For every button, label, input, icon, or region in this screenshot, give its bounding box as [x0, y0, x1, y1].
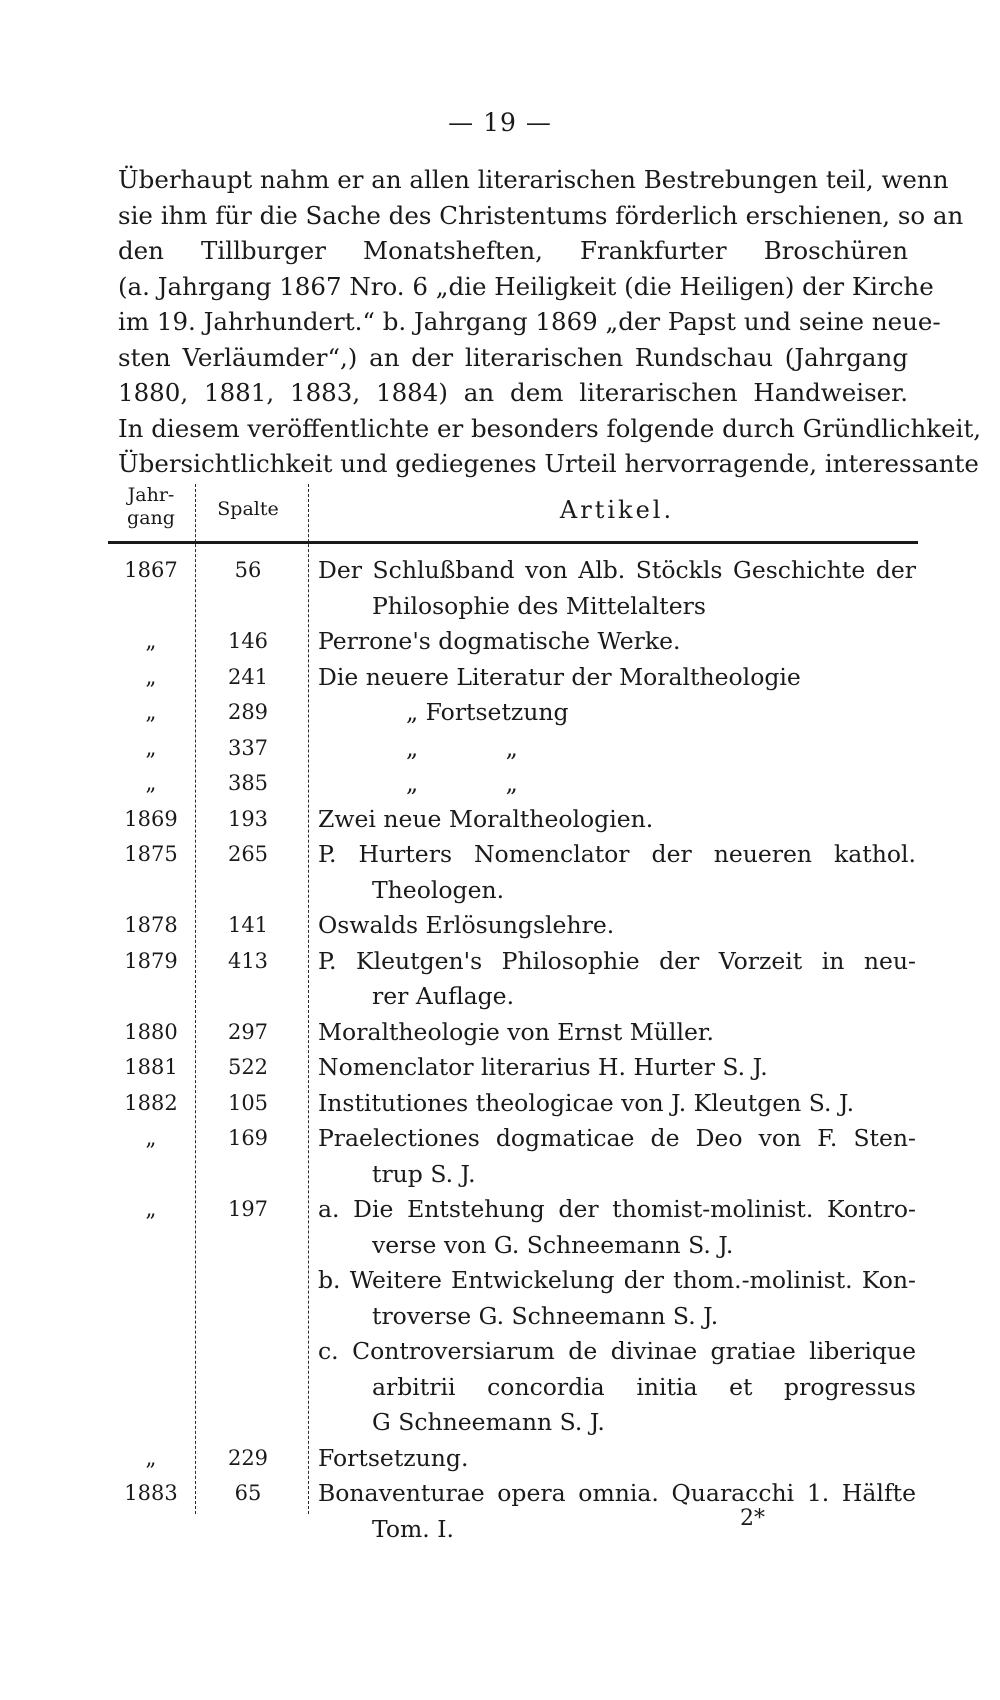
table-row — [0, 1334, 1000, 1370]
article-cell: a. Die Entstehung der thomist-molinist. Kontro- — [318, 1195, 916, 1223]
year-cell: 1880 — [124, 1019, 178, 1044]
column-cell: 146 — [227, 629, 269, 653]
table-header — [0, 484, 1000, 542]
article-cell: P. Kleutgen's Philosophie der Vorzeit in neu- — [318, 946, 916, 975]
intro-line: (a. Jahrgang 1867 Nro. 6 „die Heiligkeit (die Heiligen) der Kirche — [118, 271, 934, 301]
year-cell: „ — [145, 664, 157, 689]
year-cell: „ — [145, 735, 157, 760]
article-cell: P. Hurters Nomenclator der neueren kathol. — [318, 840, 916, 868]
header-column: Spalte — [217, 498, 279, 520]
article-cell: Institutiones theologicae von J. Kleutgen S. J. — [318, 1088, 855, 1117]
article-cell: Zwei neue Moraltheologien. — [318, 804, 654, 833]
column-cell: 241 — [227, 664, 269, 689]
table-row — [0, 944, 1000, 980]
column-cell: 141 — [227, 913, 269, 937]
table-row — [0, 695, 1000, 731]
article-cell: „ Fortsetzung — [406, 698, 569, 726]
year-cell: „ — [145, 1126, 157, 1150]
year-cell: 1883 — [124, 1481, 178, 1505]
table-row — [0, 1263, 1000, 1299]
header-year — [110, 484, 192, 530]
article-cell: Tom. I. — [372, 1514, 454, 1543]
column-cell: 56 — [234, 558, 262, 582]
article-cell: trup S. J. — [372, 1159, 476, 1188]
intro-line: im 19. Jahrhundert.“ b. Jahrgang 1869 „der Papst und seine neue- — [118, 307, 941, 336]
table-row — [0, 1228, 1000, 1264]
article-cell: Der Schlußband von Alb. Stöckls Geschichte der — [318, 556, 916, 584]
year-cell: 1879 — [124, 948, 178, 973]
article-cell: Philosophie des Mittelalters — [372, 591, 706, 620]
page-number: — 19 — — [448, 108, 552, 137]
article-cell: Bonaventurae opera omnia. Quaracchi 1. Hälfte — [318, 1479, 916, 1507]
column-cell: 297 — [227, 1019, 269, 1044]
table-row — [0, 979, 1000, 1015]
table-row — [0, 1299, 1000, 1335]
year-cell: 1881 — [124, 1055, 178, 1079]
intro-line: Übersichtlichkeit und gediegenes Urteil hervorragende, interessante — [118, 449, 979, 478]
article-cell: Nomenclator literarius H. Hurter S. J. — [318, 1053, 768, 1081]
article-cell: b. Weitere Entwickelung der thom.-molinist. Kon- — [318, 1266, 916, 1294]
table-row — [0, 1050, 1000, 1086]
column-cell: 197 — [227, 1197, 269, 1221]
table-row — [0, 1086, 1000, 1122]
year-cell: „ — [145, 1445, 157, 1470]
year-cell: „ — [145, 771, 157, 795]
article-cell: Oswalds Erlösungslehre. — [318, 911, 615, 939]
header-rule — [108, 541, 918, 544]
table-row — [0, 1441, 1000, 1477]
signature-mark: 2* — [740, 1506, 765, 1531]
table-row — [0, 802, 1000, 838]
article-cell: Moraltheologie von Ernst Müller. — [318, 1017, 714, 1046]
year-cell: 1869 — [124, 806, 178, 831]
column-cell: 169 — [227, 1126, 269, 1150]
table-row — [0, 660, 1000, 696]
table-row — [0, 624, 1000, 660]
article-cell: rer Auflage. — [372, 982, 515, 1010]
article-cell: „ „ — [406, 769, 518, 797]
year-cell: 1878 — [124, 913, 178, 937]
article-cell: c. Controversiarum de divinae gratiae liberique — [318, 1337, 916, 1365]
table-row — [0, 1512, 1000, 1548]
table-row — [0, 1370, 1000, 1406]
year-cell: 1882 — [124, 1090, 178, 1115]
year-cell: 1875 — [124, 842, 178, 866]
article-cell: Die neuere Literatur der Moraltheologie — [318, 662, 801, 691]
intro-paragraph — [118, 162, 982, 482]
header-article: Artikel. — [559, 496, 675, 524]
column-cell: 105 — [227, 1090, 269, 1115]
article-cell: troverse G. Schneemann S. J. — [372, 1301, 719, 1330]
article-cell: verse von G. Schneemann S. J. — [372, 1230, 734, 1259]
year-cell: „ — [145, 629, 157, 653]
intro-line: sten Verläumder“,) an der literarischen Rundschau (Jahrgang — [118, 342, 908, 372]
column-cell: 193 — [227, 806, 269, 831]
table-row — [0, 1405, 1000, 1441]
intro-line: den Tillburger Monatsheften, Frankfurter Broschüren — [118, 236, 908, 265]
table-row — [0, 1192, 1000, 1228]
article-cell: „ „ — [406, 733, 518, 762]
article-table — [0, 553, 1000, 1547]
column-cell: 337 — [227, 735, 269, 760]
year-cell: „ — [145, 1197, 157, 1221]
header-year-label: Jahr- gang — [127, 484, 175, 529]
intro-line: In diesem veröffentlichte er besonders folgende durch Gründlichkeit, — [118, 413, 982, 443]
year-cell: „ — [145, 700, 157, 724]
table-row — [0, 1121, 1000, 1157]
table-row — [0, 1015, 1000, 1051]
article-cell: Fortsetzung. — [318, 1443, 469, 1472]
intro-line: Überhaupt nahm er an allen literarischen Bestrebungen teil, wenn — [118, 165, 949, 194]
table-row — [0, 837, 1000, 873]
article-cell: Perrone's dogmatische Werke. — [318, 627, 681, 655]
column-cell: 289 — [227, 700, 269, 724]
column-cell: 385 — [227, 771, 269, 795]
article-cell: Theologen. — [372, 875, 505, 904]
table-row — [0, 589, 1000, 625]
column-cell: 522 — [227, 1055, 269, 1079]
intro-line: sie ihm für die Sache des Christentums förderlich erschienen, so an — [118, 200, 964, 230]
table-row — [0, 553, 1000, 589]
column-cell: 265 — [227, 842, 269, 866]
article-cell: G Schneemann S. J. — [372, 1408, 605, 1436]
table-row — [0, 908, 1000, 944]
column-cell: 413 — [227, 948, 269, 973]
column-cell: 65 — [234, 1481, 262, 1505]
article-cell: Praelectiones dogmaticae de Deo von F. Sten- — [318, 1124, 916, 1152]
table-row — [0, 766, 1000, 802]
table-row — [0, 873, 1000, 909]
table-row — [0, 1157, 1000, 1193]
column-cell: 229 — [227, 1445, 269, 1470]
table-row — [0, 1476, 1000, 1512]
intro-line: 1880, 1881, 1883, 1884) an dem literarischen Handweiser. — [118, 378, 908, 407]
table-row — [0, 731, 1000, 767]
article-cell: arbitrii concordia initia et progressus — [372, 1372, 916, 1401]
year-cell: 1867 — [124, 558, 178, 582]
